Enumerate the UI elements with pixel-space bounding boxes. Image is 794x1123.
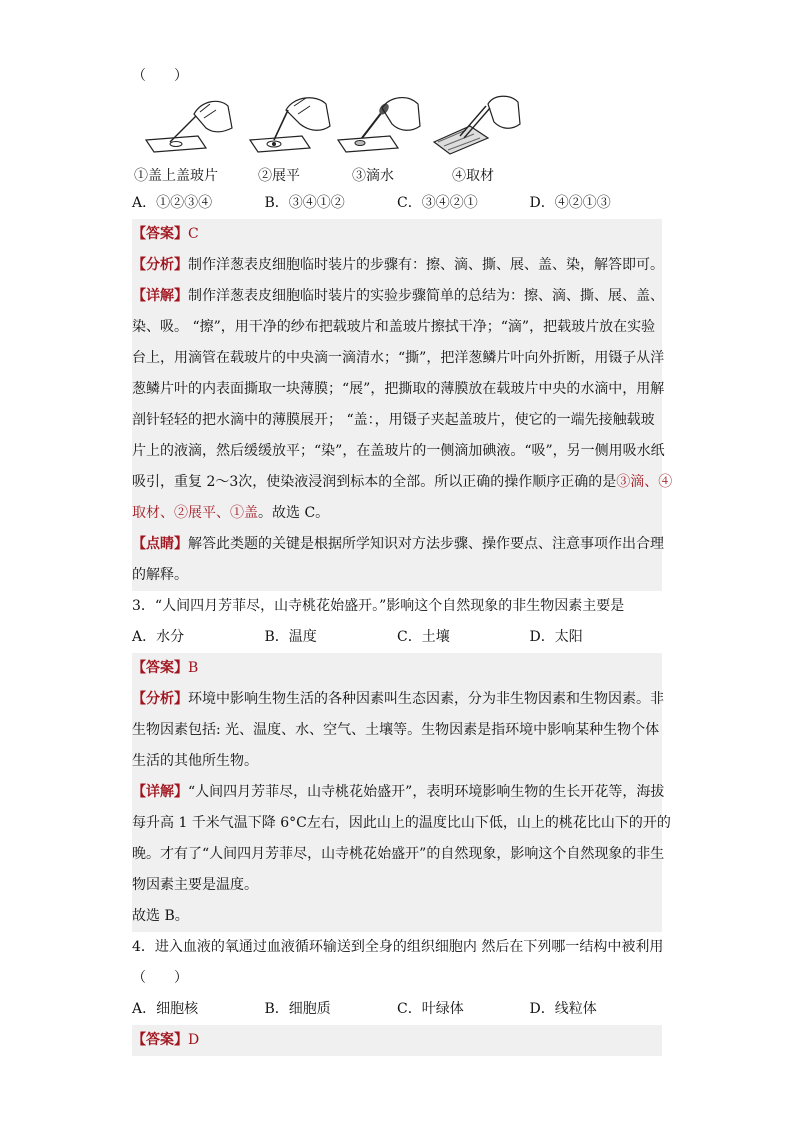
question-2-paren: （ ） — [132, 68, 188, 84]
procedure-figures — [132, 92, 662, 188]
detail-line: 【详解】制作洋葱表皮细胞临时装片的实验步骤简单的总结为：擦、滴、撕、展、盖、 — [132, 281, 662, 312]
tip-block: 【点睛】解答此类题的关键是根据所学知识对方法步骤、操作要点、注意事项作出合理 — [132, 529, 662, 560]
analysis-block: 【分析】制作洋葱表皮细胞临时装片的步骤有：擦、滴、撕、展、盖、染，解答即可。 — [132, 250, 662, 281]
tip-line: 的解释。 — [132, 560, 662, 591]
detail-line: 晚。才有了“人间四月芳菲尽，山寺桃花始盛开”的自然现象，影响这个自然现象的非生 — [132, 839, 662, 870]
answer-block: 【答案】D — [132, 1025, 662, 1056]
conclusion-line: 故选 B。 — [132, 901, 662, 932]
detail-line: 物因素主要是温度。 — [132, 870, 662, 901]
question-4-stem: 4．进入血液的氧通过血液循环输送到全身的组织细胞内 然后在下列哪一结构中被利用 — [132, 939, 664, 955]
question-4-options — [132, 994, 662, 1025]
take-material-icon — [430, 92, 522, 158]
answer-block: 【答案】C — [132, 219, 662, 250]
option-d: D．④②①③ — [529, 195, 611, 211]
detail-line: 染、吸。 “擦”，用干净的纱布把载玻片和盖玻片擦拭干净；“滴”，把载玻片放在实验 — [132, 312, 662, 343]
question-4-paren: （ ） — [132, 970, 188, 986]
document-page — [132, 62, 673, 1056]
question-3-options — [132, 622, 662, 653]
option-b: B．温度 — [264, 629, 317, 645]
step-label-3: ③滴水 — [352, 168, 394, 184]
option-d: D．太阳 — [529, 629, 583, 645]
step-label-2: ②展平 — [258, 168, 300, 184]
option-c: C．土壤 — [397, 629, 450, 645]
detail-line: 台上，用滴管在载玻片的中央滴一滴清水；“撕”，把洋葱鳞片叶向外折断，用镊子从洋 — [132, 343, 662, 374]
step-label-1: ①盖上盖玻片 — [134, 168, 218, 184]
option-c: C．叶绿体 — [397, 1001, 464, 1017]
detail-line: 每升高 1 千米气温下降 6°C左右，因此山上的温度比山下低，山上的桃花比山下的开的 — [132, 808, 662, 839]
option-a: A．水分 — [132, 629, 185, 645]
detail-line: 取材、②展平、①盖。故选 C。 — [132, 498, 662, 529]
option-d: D．线粒体 — [529, 1001, 597, 1017]
question-2-options — [132, 188, 662, 219]
option-b: B．细胞质 — [264, 1001, 331, 1017]
detail-line: 【详解】“人间四月芳菲尽，山寺桃花始盛开”，表明环境影响生物的生长开花等，海拔 — [132, 777, 662, 808]
spread-icon — [244, 92, 336, 158]
option-b: B．③④①② — [264, 195, 345, 211]
drip-water-icon — [332, 92, 424, 158]
detail-line: 片上的液滴，然后缓缓放平；“染”，在盖玻片的一侧滴加碘液。“吸”，另一侧用吸水纸 — [132, 436, 662, 467]
option-c: C．③④②① — [397, 195, 478, 211]
option-a: A．①②③④ — [132, 195, 213, 211]
detail-line: 吸引，重复 2～3次，使染液浸润到标本的全部。所以正确的操作顺序正确的是③滴、④ — [132, 467, 662, 498]
answer-block: 【答案】B — [132, 653, 662, 684]
step-label-4: ④取材 — [452, 168, 494, 184]
detail-line: 剖针轻轻的把水滴中的薄膜展开； “盖：，用镊子夹起盖玻片，使它的一端先接触载玻 — [132, 405, 662, 436]
question-3-stem: 3．“人间四月芳菲尽，山寺桃花始盛开。”影响这个自然现象的非生物因素主要是 — [132, 598, 625, 614]
cover-slip-icon — [140, 92, 232, 158]
option-a: A．细胞核 — [132, 1001, 199, 1017]
analysis-line: 生物因素包括: 光、温度、水、空气、土壤等。生物因素是指环境中影响某种生物个体 — [132, 715, 662, 746]
analysis-line: 生活的其他所生物。 — [132, 746, 662, 777]
analysis-block: 【分析】环境中影响生物生活的各种因素叫生态因素，分为非生物因素和生物因素。非 — [132, 684, 662, 715]
detail-line: 葱鳞片叶的内表面撕取一块薄膜；“展”，把撕取的薄膜放在载玻片中央的水滴中，用解 — [132, 374, 662, 405]
